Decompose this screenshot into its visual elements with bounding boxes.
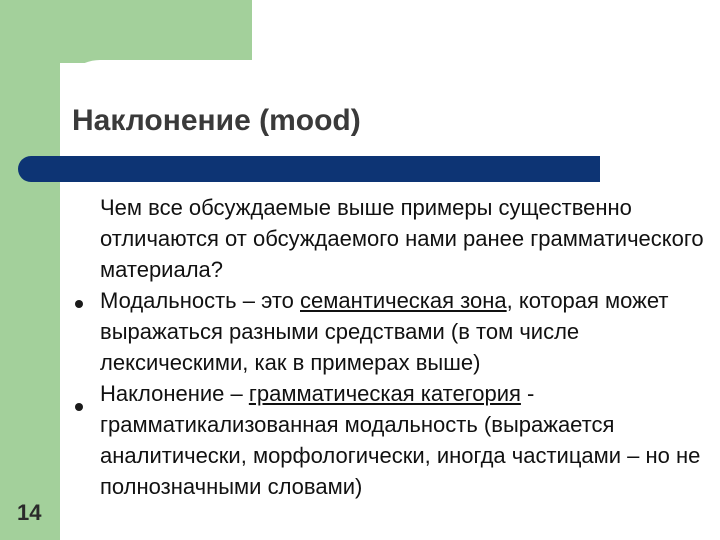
left-green-stripe [0, 0, 60, 540]
intro-paragraph: Чем все обсуждаемые выше примеры существенно отличаются от обсуждаемого нами ранее грамматического материала? [100, 195, 704, 282]
bullet2-underlined-term: грамматическая категория [248, 381, 521, 406]
bullet-item-mood [100, 378, 712, 502]
top-green-block [0, 0, 252, 63]
slide-title: Наклонение (mood) [72, 104, 361, 137]
bullet2-text-after: - грамматикализованная модальность (выражается аналитически, морфологически, иногда частицами – но не полнозначными словами) [100, 381, 701, 499]
bullet2-text-before: Наклонение – [100, 381, 249, 406]
bullet-marker-2 [75, 403, 83, 411]
slide-body [100, 192, 712, 502]
page-number: 14 [17, 500, 42, 525]
bullet-item-modality [100, 285, 712, 378]
bullet1-underlined-term: семантическая зона [300, 288, 507, 313]
bullet1-text-before: Модальность – это [100, 288, 300, 313]
bullet1-text-after: , которая может выражаться разными средствами (в том числе лексическими, как в примерах выше) [100, 288, 669, 375]
title-divider-bar [18, 156, 600, 182]
bullet-marker-1 [75, 300, 83, 308]
